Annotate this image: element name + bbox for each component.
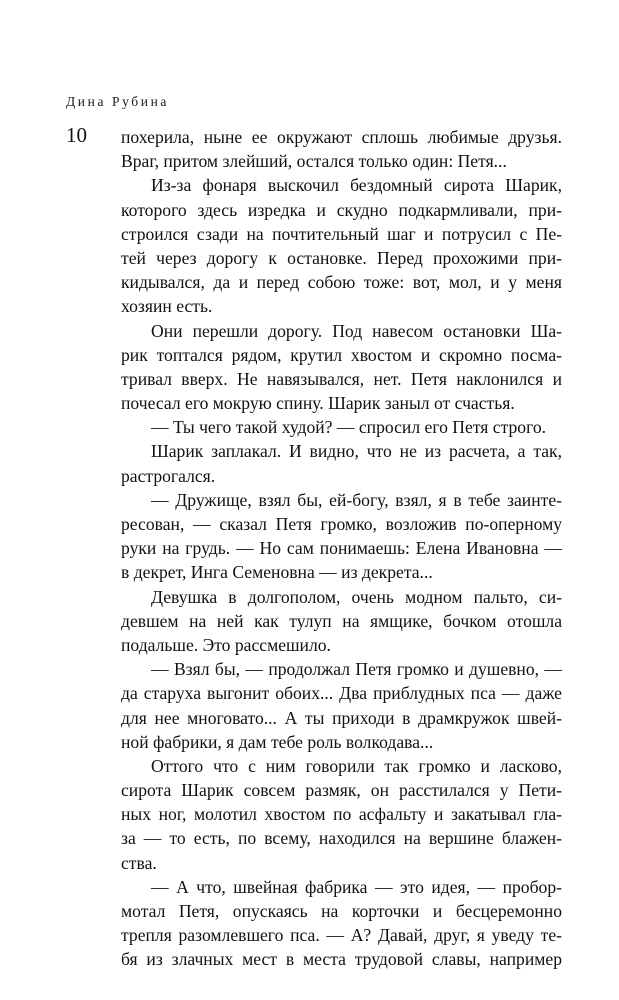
text-line: Оттого что с ним говорили так громко и ласково, [151, 755, 562, 776]
text-line: да старуха выгонит обоих... Два приблудных пса — даже [121, 683, 562, 704]
text-line: руки на грудь. — Но сам понимаешь: Елена Ивановна — [121, 538, 562, 559]
paragraph [121, 439, 562, 487]
text-line: ной фабрики, я дам тебе роль волкодава... [121, 731, 434, 752]
body-text [121, 125, 562, 972]
text-line: ресован, — сказал Петя громко, возложив по-оперному [121, 514, 562, 534]
text-line: Девушка в долгополом, очень модном пальто, си- [151, 586, 562, 607]
text-line: подальше. Это рассмешило. [121, 634, 331, 655]
text-line: для нее многовато... А ты приходи в драмкружок швей- [121, 707, 562, 728]
text-line: тривал вверх. Не навязывался, нет. Петя наклонился и [121, 368, 562, 389]
text-line: рик топтался рядом, крутил хвостом и скромно посма- [121, 344, 562, 365]
text-line: Враг, притом злейший, остался только один: Петя... [121, 151, 507, 172]
text-line: сирота Шарик совсем размяк, он расстилался у Пети- [121, 780, 562, 801]
paragraph [121, 754, 562, 875]
paragraph [121, 875, 562, 972]
text-line: кидывался, да и перед собою тоже: вот, мол, и у меня [121, 272, 562, 293]
text-line: — Взял бы, — продолжал Петя громко и душевно, — [151, 659, 562, 680]
text-line: тей через дорогу к остановке. Перед прохожими при- [121, 247, 562, 268]
text-line: хозяин есть. [121, 296, 213, 317]
text-line: Они перешли дорогу. Под навесом остановки Ша- [151, 320, 562, 341]
paragraph [121, 488, 562, 585]
paragraph [121, 585, 562, 658]
text-line: бя из злачных мест в места трудовой славы, например [121, 949, 562, 970]
text-line: растрогался. [121, 465, 216, 486]
text-line: Шарик заплакал. И видно, что не из расчета, а так, [151, 441, 562, 462]
text-line: ных ног, молотил хвостом по асфальту и закатывал гла- [121, 804, 562, 825]
text-line: мотал Петя, опускаясь на корточки и бесцеремонно [121, 901, 562, 921]
text-line: за — то есть, по всему, находился на вершине блажен- [121, 828, 562, 849]
paragraph [121, 319, 562, 416]
text-line: — Дружище, взял бы, ей-богу, взял, я в тебе заинте- [151, 489, 562, 510]
text-line: трепля разомлевшего пса. — А? Давай, друг, я уведу те- [121, 925, 562, 946]
text-line: девшем на ней как тулуп на ямщике, бочком отошла [121, 610, 562, 631]
text-line: строился сзади на почтительный шаг и потрусил с Пе- [121, 223, 562, 244]
text-line: ства. [121, 852, 157, 873]
text-line: в декрет, Инга Семеновна — из декрета... [121, 562, 433, 583]
text-line: которого здесь изредка и скудно подкармливали, при- [121, 199, 562, 220]
text-line: Из-за фонаря выскочил бездомный сирота Шарик, [151, 175, 562, 196]
text-line: похерила, ныне ее окружают сплошь любимые друзья. [121, 127, 562, 147]
running-header-author: Дина Рубина [66, 94, 170, 109]
paragraph [121, 657, 562, 754]
paragraph [121, 173, 562, 318]
text-line: — Ты чего такой худой? — спросил его Петя строго. [151, 417, 547, 438]
paragraph [121, 415, 562, 439]
page-number: 10 [66, 123, 87, 147]
text-line: почесал его мокрую спину. Шарик заныл от счастья. [121, 393, 515, 414]
text-line: — А что, швейная фабрика — это идея, — пробор- [151, 876, 562, 897]
paragraph [121, 125, 562, 173]
